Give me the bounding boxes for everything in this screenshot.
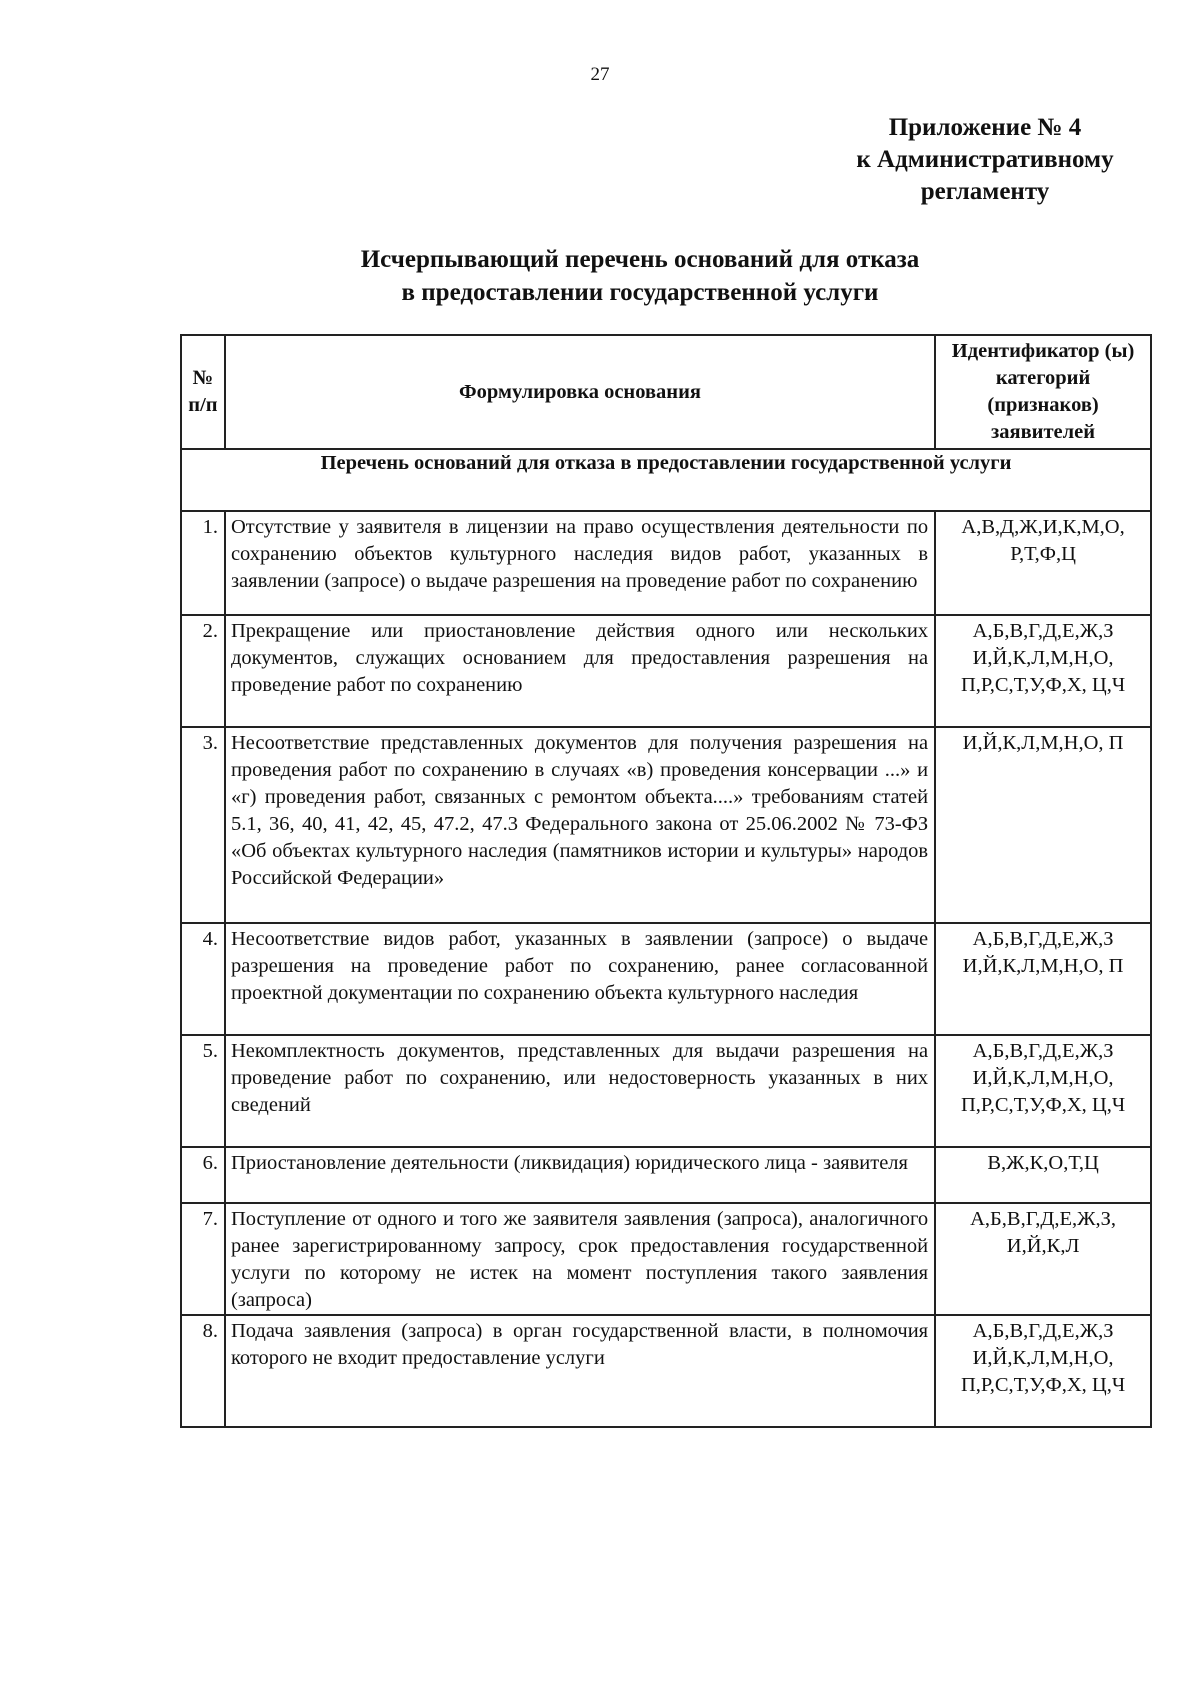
row-number: 1. [181,511,225,615]
table-header-row [181,335,1151,449]
row-number: 4. [181,923,225,1035]
row-identifiers: А,Б,В,Г,Д,Е,Ж,З И,Й,К,Л,М,Н,О, П,Р,С,Т,У,Ф,Х, Ц,Ч [935,1315,1151,1427]
header-number [181,335,225,449]
row-ground: Приостановление деятельности (ликвидация) юридического лица - заявителя [225,1147,935,1203]
appendix-line-3: регламенту [920,178,1050,205]
header-ground: Формулировка основания [225,335,935,449]
row-ground: Отсутствие у заявителя в лицензии на право осуществления деятельности по сохранению объектов культурного наследия видов работ, указанных в заявлении (запросе) о выдаче разрешения на проведение работ по сохранению [225,511,935,615]
page-number: 27 [590,64,610,85]
row-ground: Несоответствие видов работ, указанных в заявлении (запросе) о выдаче разрешения на проведение работ по сохранению, ранее согласованной проектной документации по сохранению объекта культурного наследия [225,923,935,1035]
document-title [255,243,1025,309]
section-title: Перечень оснований для отказа в предоставлении государственной услуги [181,449,1151,511]
title-line-1: Исчерпывающий перечень оснований для отказа [360,246,920,273]
row-number: 7. [181,1203,225,1315]
section-row [181,449,1151,511]
header-number-line-2: п/п [188,394,218,416]
row-identifiers: А,Б,В,Г,Д,Е,Ж,З, И,Й,К,Л [935,1203,1151,1315]
row-number: 2. [181,615,225,727]
row-number: 3. [181,727,225,923]
row-number: 6. [181,1147,225,1203]
row-identifiers: А,Б,В,Г,Д,Е,Ж,З И,Й,К,Л,М,Н,О, П [935,923,1151,1035]
appendix-line-2: к Административному [856,146,1114,173]
refusal-grounds-table [180,334,1152,1428]
header-number-line-1: № [192,367,214,389]
table-row [181,727,1151,923]
row-number: 8. [181,1315,225,1427]
row-ground: Поступление от одного и того же заявителя заявления (запроса), аналогичного ранее зарегистрированному запросу, срок предоставления государственной услуги по которому не истек на момент поступления такого заявления (запроса) [225,1203,935,1315]
row-ground: Подача заявления (запроса) в орган государственной власти, в полномочия которого не входит предоставление услуги [225,1315,935,1427]
row-ground: Несоответствие представленных документов для получения разрешения на проведения работ по сохранению в случаях «в) проведения консервации ...» и «г) проведения работ, связанных с ремонтом объекта....» требованиям статей 5.1, 36, 40, 41, 42, 45, 47.2, 47.3 Федерального закона от 25.06.2002 № 73-ФЗ «Об объектах культурного наследия (памятников истории и культуры» народов Российской Федерации» [225,727,935,923]
row-identifiers: И,Й,К,Л,М,Н,О, П [935,727,1151,923]
table-row [181,1147,1151,1203]
row-identifiers: А,В,Д,Ж,И,К,М,О, Р,Т,Ф,Ц [935,511,1151,615]
table-row [181,1315,1151,1427]
header-identifiers: Идентификатор (ы) категорий (признаков) заявителей [935,335,1151,449]
title-line-2: в предоставлении государственной услуги [401,279,879,306]
row-identifiers: В,Ж,К,О,Т,Ц [935,1147,1151,1203]
table-row [181,511,1151,615]
row-identifiers: А,Б,В,Г,Д,Е,Ж,З И,Й,К,Л,М,Н,О, П,Р,С,Т,У,Ф,Х, Ц,Ч [935,615,1151,727]
row-ground: Прекращение или приостановление действия одного или нескольких документов, служащих основанием для предоставления разрешения на проведение работ по сохранению [225,615,935,727]
row-identifiers: А,Б,В,Г,Д,Е,Ж,З И,Й,К,Л,М,Н,О, П,Р,С,Т,У,Ф,Х, Ц,Ч [935,1035,1151,1147]
table-row [181,615,1151,727]
appendix-line-1: Приложение № 4 [888,114,1082,141]
row-ground: Некомплектность документов, представленных для выдачи разрешения на проведение работ по сохранению, или недостоверность указанных в них сведений [225,1035,935,1147]
table-row [181,1203,1151,1315]
table-row [181,1035,1151,1147]
table-row [181,923,1151,1035]
row-number: 5. [181,1035,225,1147]
appendix-heading [790,112,1180,208]
